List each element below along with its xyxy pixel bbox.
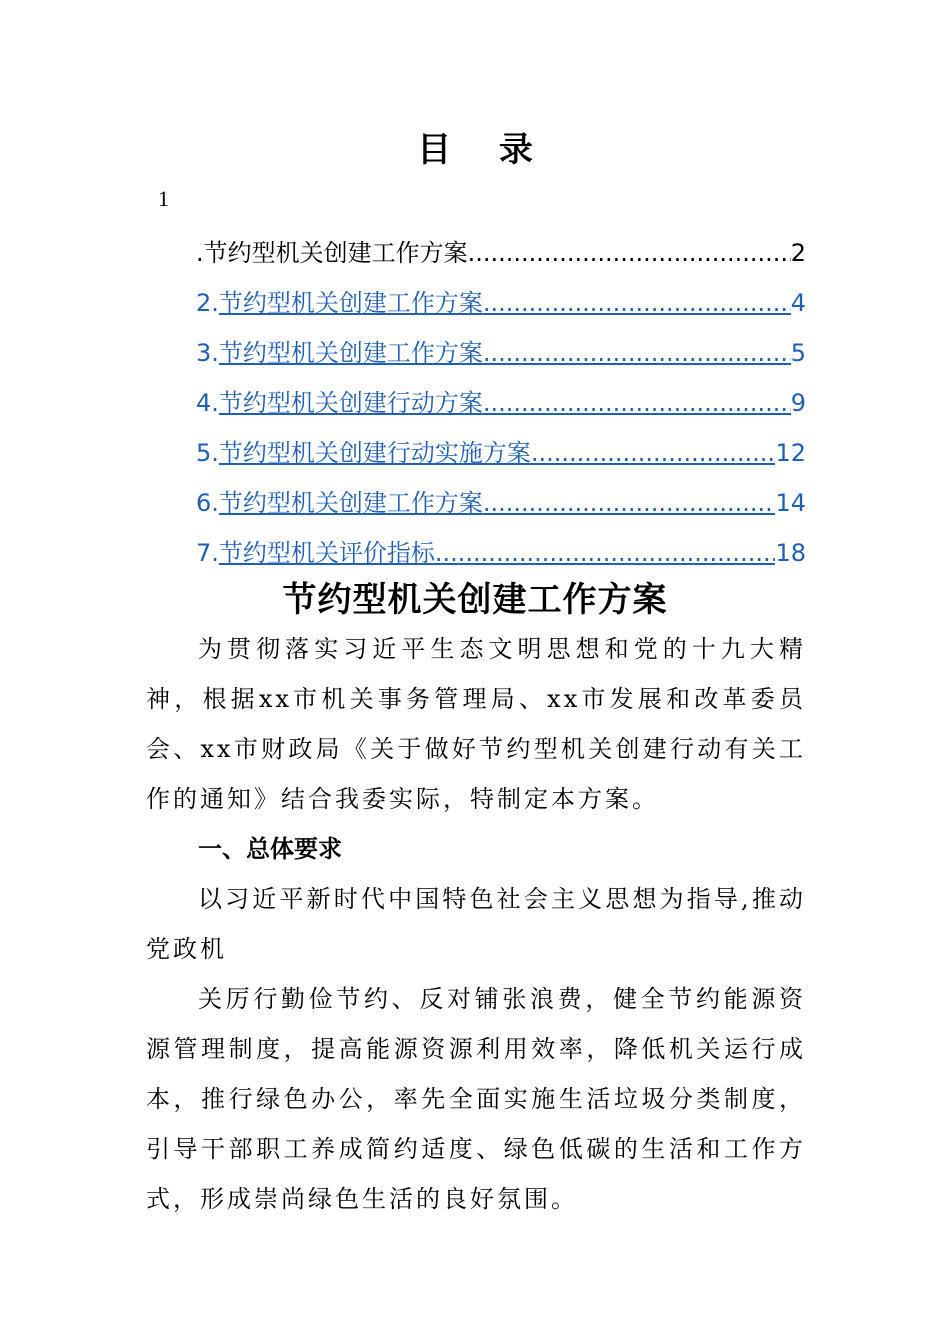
toc-entry-6-link[interactable] — [196, 478, 806, 528]
toc-title: 目 录 — [417, 130, 551, 170]
toc-entry-number: 7. — [196, 539, 219, 567]
toc-leader-dots — [483, 328, 791, 378]
toc-entry-page: 4 — [790, 289, 806, 317]
section-heading: 一、总体要求 — [198, 835, 342, 863]
paragraph-intro: 为贯彻落实习近平生态文明思想和党的十九大精神，根据xx市机关事务管理局、xx市发展和改革委员会、xx市财政局《关于做好节约型机关创建行动有关工作的通知》结合我委实际，特制定本方案。 — [146, 635, 806, 813]
toc-entry-3-link[interactable] — [196, 328, 806, 378]
toc-entry-page: 2 — [790, 239, 806, 267]
paragraph-guidance: 以习近平新时代中国特色社会主义思想为指导,推动党政机 — [146, 885, 806, 963]
paragraph-goals: 关厉行勤俭节约、反对铺张浪费，健全节约能源资源管理制度，提高能源资源利用效率，降低机关运行成本，推行绿色办公，率先全面实施生活垃圾分类制度，引导干部职工养成简约适度、绿色低碳的生活和工作方式，形成崇尚绿色生活的良好氛围。 — [146, 985, 806, 1213]
toc-entry-page: 18 — [775, 539, 806, 567]
toc-entry-page: 5 — [790, 339, 806, 367]
toc-entry-number: 5. — [196, 439, 219, 467]
toc-entry-page: 12 — [775, 439, 806, 467]
document-title: 节约型机关创建工作方案 — [282, 580, 668, 620]
toc-entry-text: 节约型机关创建行动方案 — [218, 389, 483, 417]
toc-entry-page: 9 — [790, 389, 806, 417]
toc-entry-number: 2. — [196, 289, 219, 317]
toc-entry-2-link[interactable] — [196, 278, 806, 328]
toc-entry-number: 4. — [196, 389, 219, 417]
toc-entry-page: 14 — [775, 489, 806, 517]
document-body — [146, 624, 806, 1224]
toc-leader-dots — [483, 378, 791, 428]
toc-leader-dots — [435, 528, 776, 578]
toc-entry-4-link[interactable] — [196, 378, 806, 428]
toc-leader-dots — [483, 278, 791, 328]
toc-first-number: 1 — [158, 186, 169, 211]
toc-entry-7-link[interactable] — [196, 528, 806, 578]
toc-entry-5-link[interactable] — [196, 428, 806, 478]
toc-entry-1[interactable] — [196, 228, 806, 278]
toc-entry-text: 节约型机关创建工作方案 — [218, 339, 483, 367]
toc-entry-text: 节约型机关创建行动实施方案 — [218, 439, 531, 467]
table-of-contents — [196, 228, 806, 578]
toc-entry-text: 节约型机关评价指标 — [218, 539, 435, 567]
toc-entry-text: 节约型机关创建工作方案 — [218, 489, 483, 517]
toc-entry-text: .节约型机关创建工作方案 — [196, 239, 468, 267]
toc-leader-dots — [468, 228, 791, 278]
toc-entry-number: 6. — [196, 489, 219, 517]
toc-leader-dots — [483, 478, 776, 528]
toc-entry-text: 节约型机关创建工作方案 — [218, 289, 483, 317]
toc-leader-dots — [531, 428, 776, 478]
toc-entry-number: 3. — [196, 339, 219, 367]
